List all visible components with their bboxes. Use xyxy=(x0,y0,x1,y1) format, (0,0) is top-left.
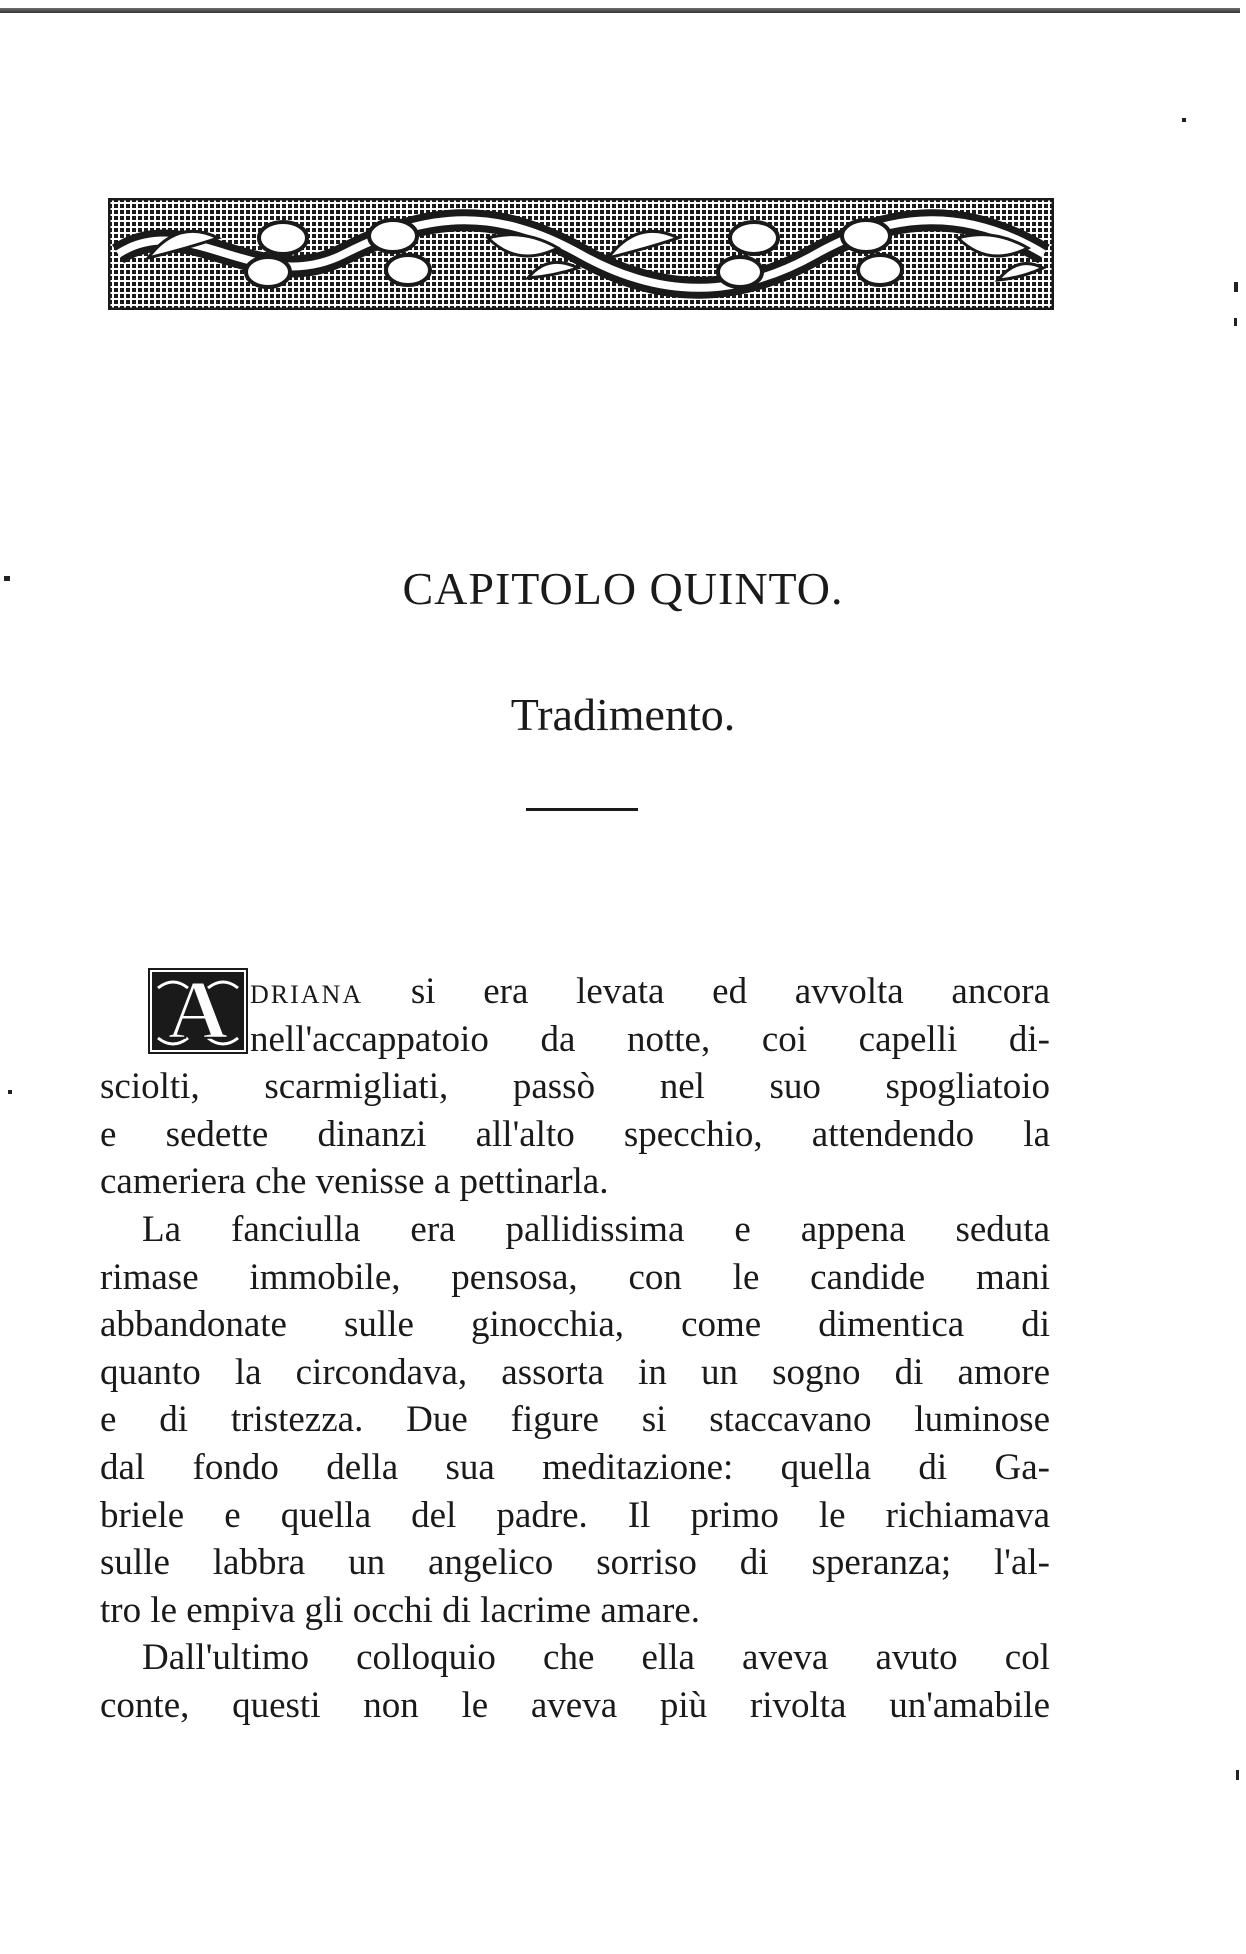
text-line: conte, questi non le aveva più rivolta un'amabile xyxy=(100,1684,1050,1726)
text-line: sulle labbra un angelico sorriso di speranza; l'al- xyxy=(100,1542,1050,1584)
drop-cap-letter: A xyxy=(167,964,229,1057)
scan-top-edge xyxy=(0,8,1240,13)
text-line: DRIANA si era levata ed avvolta ancora xyxy=(250,971,1050,1012)
text-line: tro le empiva gli occhi di lacrime amare. xyxy=(100,1589,700,1631)
text-line: La fanciulla era pallidissima e appena seduta xyxy=(142,1208,1050,1250)
text-line: nell'accappatoio da notte, coi capelli di- xyxy=(250,1018,1050,1060)
text-line: abbandonate sulle ginocchia, come dimentica di xyxy=(100,1304,1050,1346)
decorative-headpiece xyxy=(108,198,1054,310)
text-line: sciolti, scarmigliati, passò nel suo spogliatoio xyxy=(100,1066,1050,1108)
text-line: e di tristezza. Due figure si staccavano luminose xyxy=(100,1399,1050,1441)
text-line: Dall'ultimo colloquio che ella aveva avuto col xyxy=(142,1637,1050,1679)
text-line: briele e quella del padre. Il primo le richiamava xyxy=(100,1494,1050,1536)
text-line: cameriera che venisse a pettinarla. xyxy=(100,1161,609,1203)
text-line: quanto la circondava, assorta in un sogno di amore xyxy=(100,1351,1050,1393)
scan-speck xyxy=(1234,282,1238,292)
scan-speck xyxy=(1236,1770,1239,1780)
text-line: dal fondo della sua meditazione: quella di Ga- xyxy=(100,1446,1050,1488)
chapter-title: Tradimento. xyxy=(510,689,736,740)
small-caps-word: DRIANA xyxy=(250,980,364,1009)
scan-speck xyxy=(1234,318,1237,326)
scan-speck xyxy=(8,1090,12,1094)
scan-speck xyxy=(1182,118,1186,122)
chapter-heading: CAPITOLO QUINTO. xyxy=(402,563,844,614)
text-line: e sedette dinanzi all'alto specchio, attendendo la xyxy=(100,1113,1050,1155)
title-divider xyxy=(526,808,638,811)
body-text xyxy=(100,964,1050,1730)
text-line: rimase immobile, pensosa, con le candide mani xyxy=(100,1256,1050,1298)
